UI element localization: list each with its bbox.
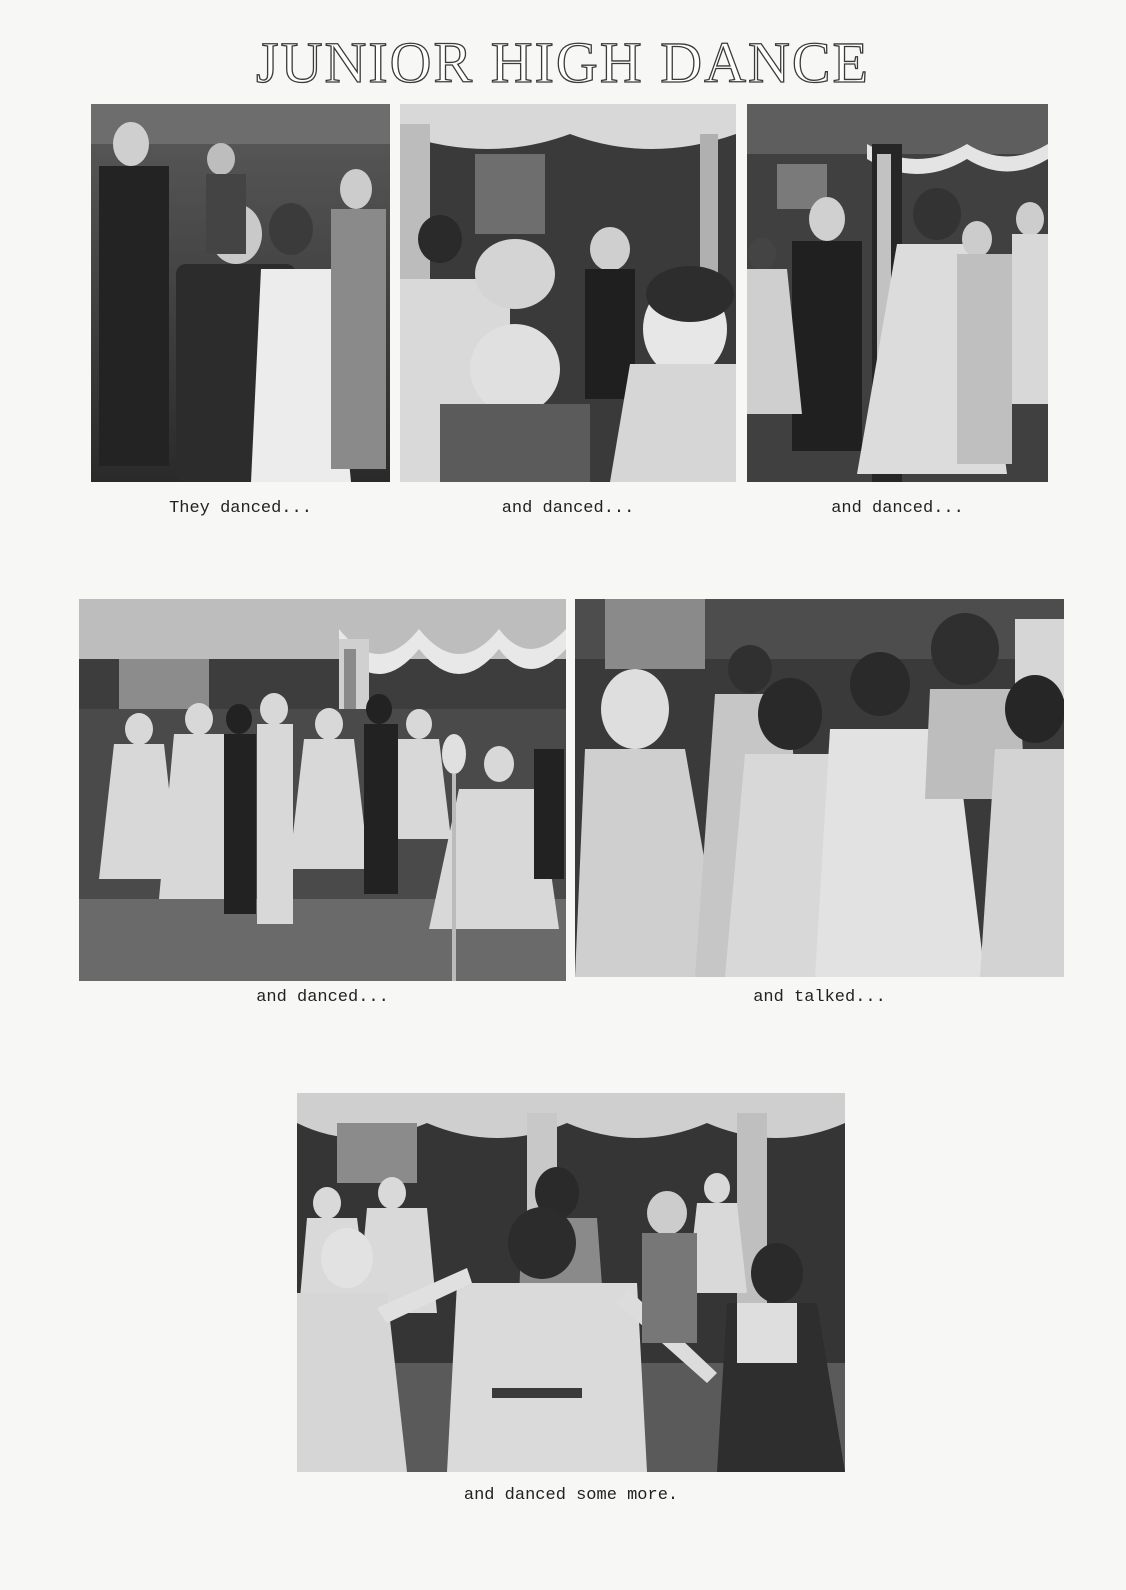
- dance-photo-6: [297, 1093, 845, 1472]
- dance-photo-3: [747, 104, 1048, 482]
- dance-photo-5: [575, 599, 1064, 977]
- photo-6-caption: and danced some more.: [463, 1486, 679, 1505]
- page-title: JUNIOR HIGH DANCE: [256, 30, 870, 95]
- photo-1-caption: They danced...: [169, 499, 312, 518]
- photo-3-caption: and danced...: [831, 499, 964, 518]
- dance-photo-4: [79, 599, 566, 981]
- photo-2-caption: and danced...: [501, 499, 635, 518]
- photo-5-caption: and talked...: [753, 988, 886, 1007]
- photo-4-caption: and danced...: [256, 988, 389, 1007]
- dance-photo-1: [91, 104, 390, 482]
- dance-photo-2: [400, 104, 736, 482]
